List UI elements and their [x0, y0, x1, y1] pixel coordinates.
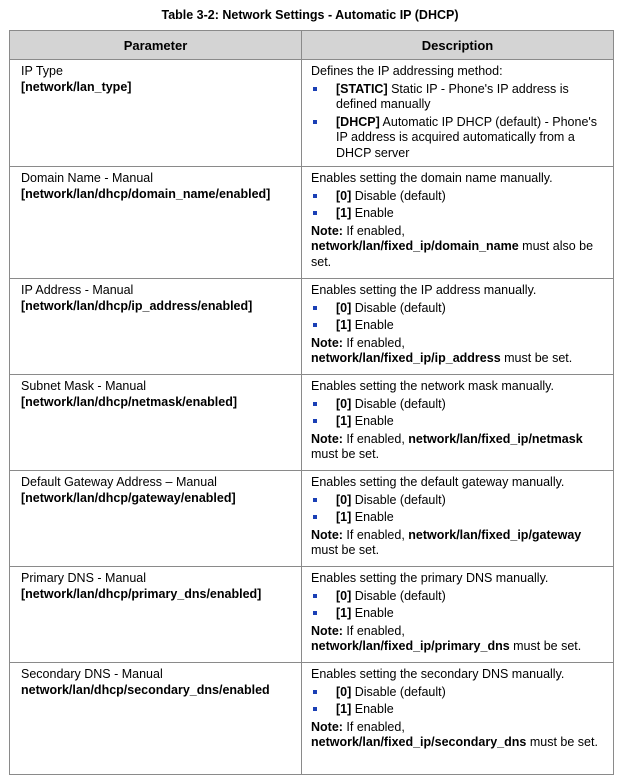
option-value: [0] — [336, 396, 352, 411]
table-row — [10, 279, 614, 375]
note-parameter-path: network/lan/fixed_ip/netmask — [408, 431, 583, 446]
square-bullet-icon — [313, 120, 317, 124]
list-item — [311, 82, 607, 113]
square-bullet-icon — [313, 306, 317, 310]
parameter-name: Secondary DNS - Manual — [21, 667, 163, 681]
table-row — [10, 375, 614, 471]
list-item — [311, 493, 607, 509]
note — [311, 624, 607, 655]
option-text: Static IP - Phone's IP address is defined manually — [336, 81, 569, 111]
note-label: Note: — [311, 623, 343, 638]
parameter-path: [network/lan/dhcp/ip_address/enabled] — [21, 298, 253, 313]
square-bullet-icon — [313, 87, 317, 91]
note-text: If enabled, — [342, 527, 409, 542]
option-text: Disable (default) — [351, 492, 446, 507]
square-bullet-icon — [313, 515, 317, 519]
parameter-path: [network/lan/dhcp/gateway/enabled] — [21, 490, 236, 505]
option-value: [0] — [336, 188, 352, 203]
parameter-path: network/lan/dhcp/secondary_dns/enabled — [21, 682, 270, 697]
note-text: must be set. — [509, 639, 582, 653]
note-text: If enabled, — [342, 335, 405, 350]
square-bullet-icon — [313, 419, 317, 423]
square-bullet-icon — [313, 690, 317, 694]
option-value: [0] — [336, 684, 352, 699]
note-text: If enabled, — [342, 623, 405, 638]
option-value: [1] — [336, 606, 352, 620]
option-value: [1] — [336, 510, 352, 524]
list-item — [311, 685, 607, 701]
parameter-name: Subnet Mask - Manual — [21, 379, 147, 393]
parameter-name: Domain Name - Manual — [21, 171, 153, 185]
table-header-row — [10, 31, 614, 60]
note-text: If enabled, — [342, 223, 405, 238]
note-label: Note: — [311, 335, 343, 350]
parameter-cell — [10, 567, 302, 663]
description-column-header: Description — [302, 31, 614, 60]
description-text: Enables setting the default gateway manually. — [311, 475, 565, 489]
description-cell — [302, 60, 614, 167]
parameter-name: Primary DNS - Manual — [21, 571, 147, 585]
square-bullet-icon — [313, 707, 317, 711]
description-text: Enables setting the network mask manually. — [311, 379, 554, 393]
note-text: must be set. — [500, 351, 573, 365]
option-list — [311, 301, 607, 334]
note-text: must be set. — [526, 735, 598, 749]
option-text: Disable (default) — [351, 588, 446, 603]
parameter-cell — [10, 167, 302, 279]
parameter-name: IP Type — [21, 64, 63, 78]
parameter-cell — [10, 375, 302, 471]
note-label: Note: — [311, 719, 343, 734]
table-row — [10, 567, 614, 663]
description-text: Enables setting the IP address manually. — [311, 283, 537, 297]
network-settings-table — [9, 30, 614, 775]
note — [311, 432, 607, 463]
note-parameter-path: network/lan/fixed_ip/primary_dns — [311, 639, 510, 653]
option-list — [311, 685, 607, 718]
description-cell — [302, 375, 614, 471]
parameter-column-header: Parameter — [10, 31, 302, 60]
note-parameter-path: network/lan/fixed_ip/ip_address — [311, 351, 501, 365]
note-parameter-path: network/lan/fixed_ip/gateway — [408, 527, 582, 542]
option-text: Disable (default) — [351, 188, 446, 203]
note-parameter-path: network/lan/fixed_ip/secondary_dns — [311, 735, 527, 749]
list-item — [311, 606, 607, 622]
option-text: Enable — [351, 318, 394, 332]
description-cell — [302, 567, 614, 663]
parameter-path: [network/lan/dhcp/primary_dns/enabled] — [21, 586, 262, 601]
option-value: [1] — [336, 414, 352, 428]
parameter-path: [network/lan/dhcp/domain_name/enabled] — [21, 186, 271, 201]
list-item — [311, 589, 607, 605]
table-row — [10, 471, 614, 567]
option-value: [0] — [336, 588, 352, 603]
list-item — [311, 115, 607, 162]
note-label: Note: — [311, 527, 343, 542]
parameter-cell — [10, 471, 302, 567]
table-row — [10, 167, 614, 279]
option-value: [1] — [336, 702, 352, 716]
option-text: Disable (default) — [351, 396, 446, 411]
table-row — [10, 663, 614, 775]
parameter-name: IP Address - Manual — [21, 283, 134, 297]
description-text: Enables setting the primary DNS manually. — [311, 571, 549, 585]
option-text: Enable — [351, 702, 394, 716]
parameter-path: [network/lan_type] — [21, 79, 132, 94]
option-text: Enable — [351, 510, 394, 524]
note — [311, 720, 607, 751]
option-value: [1] — [336, 206, 352, 220]
note-label: Note: — [311, 223, 343, 238]
note-parameter-path: network/lan/fixed_ip/domain_name — [311, 239, 519, 253]
option-value: [DHCP] — [336, 114, 380, 129]
description-cell — [302, 471, 614, 567]
parameter-name: Default Gateway Address – Manual — [21, 475, 217, 489]
list-item — [311, 414, 607, 430]
square-bullet-icon — [313, 402, 317, 406]
square-bullet-icon — [313, 323, 317, 327]
option-text: Enable — [351, 606, 394, 620]
option-list — [311, 589, 607, 622]
note — [311, 224, 607, 271]
option-text: Automatic IP DHCP (default) - Phone's IP address is acquired automatically from a DHCP server — [336, 114, 598, 160]
description-text: Enables setting the secondary DNS manually. — [311, 667, 565, 681]
description-cell — [302, 167, 614, 279]
note-text: If enabled, — [342, 431, 409, 446]
parameter-cell — [10, 279, 302, 375]
list-item — [311, 189, 607, 205]
option-value: [0] — [336, 492, 352, 507]
option-text: Disable (default) — [351, 684, 446, 699]
square-bullet-icon — [313, 194, 317, 198]
note-text: If enabled, — [342, 719, 405, 734]
note-label: Note: — [311, 431, 343, 446]
note-text: must be set. — [311, 543, 380, 557]
table-caption: Table 3-2: Network Settings - Automatic IP (DHCP) — [161, 8, 459, 22]
list-item — [311, 318, 607, 334]
table-row — [10, 60, 614, 167]
square-bullet-icon — [313, 498, 317, 502]
description-text: Enables setting the domain name manually. — [311, 171, 553, 185]
list-item — [311, 206, 607, 222]
list-item — [311, 510, 607, 526]
note — [311, 528, 607, 559]
parameter-path: [network/lan/dhcp/netmask/enabled] — [21, 394, 238, 409]
option-value: [0] — [336, 300, 352, 315]
square-bullet-icon — [313, 594, 317, 598]
option-value: [STATIC] — [336, 81, 388, 96]
description-text: Defines the IP addressing method: — [311, 64, 503, 78]
note-text: must be set. — [311, 447, 380, 461]
description-cell — [302, 663, 614, 775]
option-list — [311, 493, 607, 526]
option-value: [1] — [336, 318, 352, 332]
parameter-cell — [10, 663, 302, 775]
option-text: Disable (default) — [351, 300, 446, 315]
square-bullet-icon — [313, 211, 317, 215]
list-item — [311, 397, 607, 413]
option-text: Enable — [351, 206, 394, 220]
option-text: Enable — [351, 414, 394, 428]
square-bullet-icon — [313, 611, 317, 615]
note — [311, 336, 607, 367]
option-list — [311, 189, 607, 222]
note-text: must also be set. — [311, 239, 594, 269]
description-cell — [302, 279, 614, 375]
parameter-cell — [10, 60, 302, 167]
list-item — [311, 702, 607, 718]
list-item — [311, 301, 607, 317]
option-list — [311, 82, 607, 162]
option-list — [311, 397, 607, 430]
